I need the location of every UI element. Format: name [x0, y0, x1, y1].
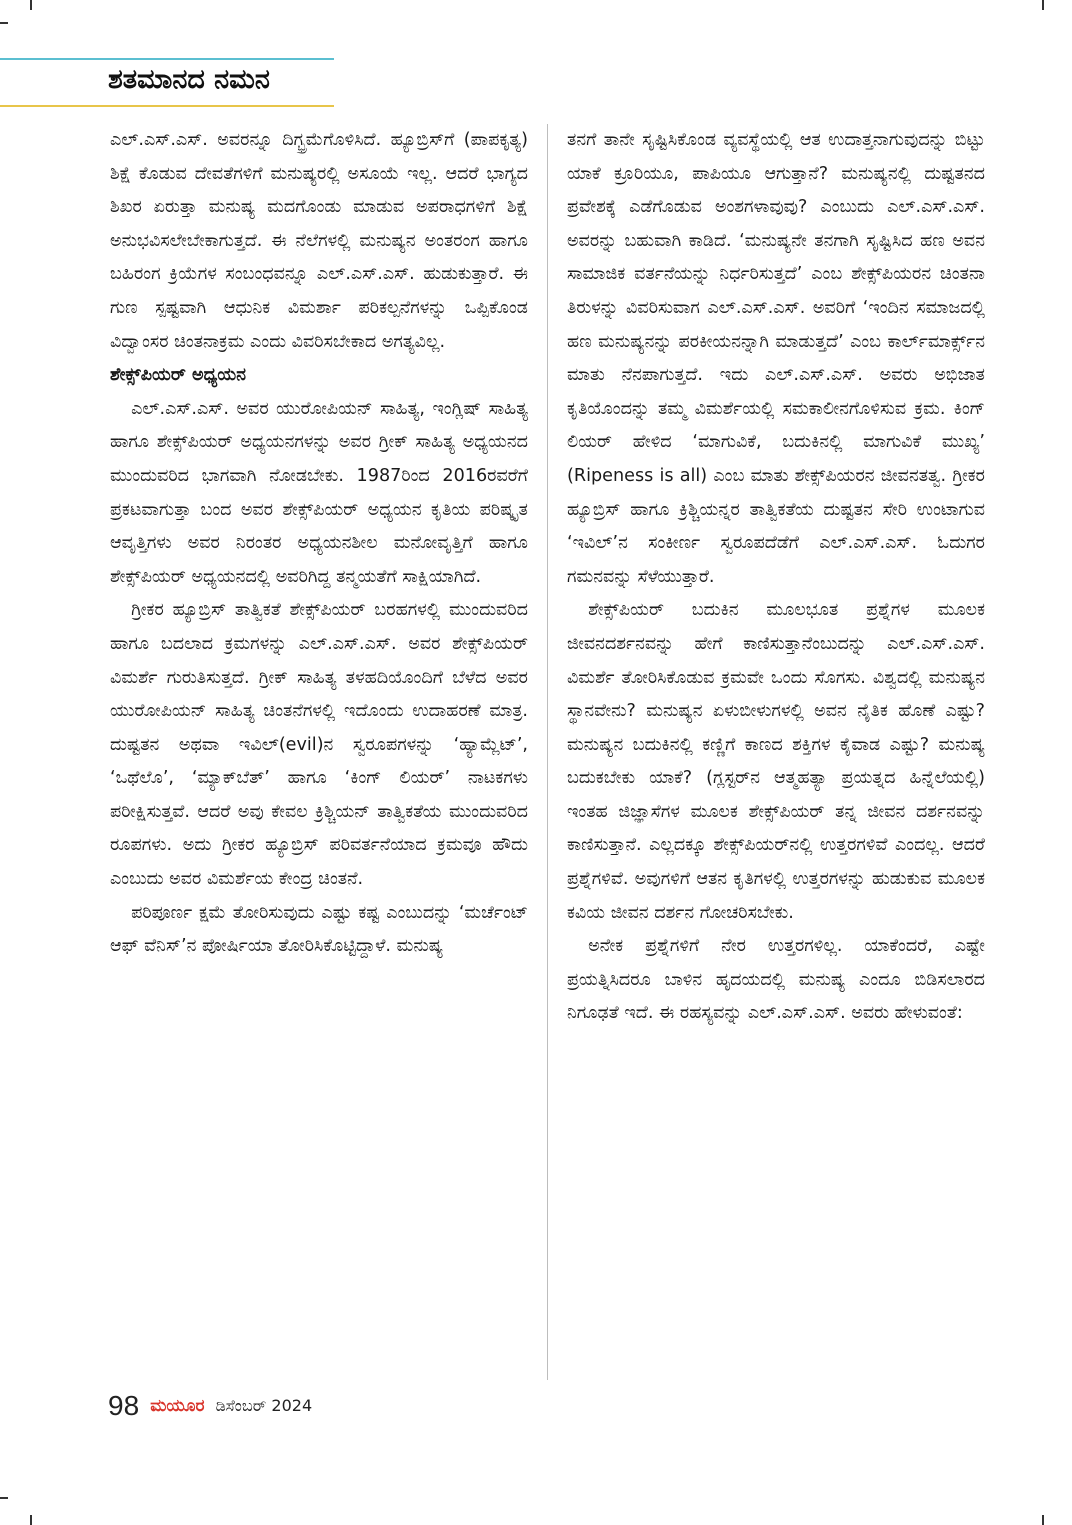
crop-mark	[1042, 1515, 1044, 1525]
subheading: ಶೇಕ್ಸ್‌ಪಿಯರ್ ಅಧ್ಯಯನ	[110, 365, 246, 386]
header-top-rule	[0, 58, 334, 60]
right-column	[567, 124, 985, 1384]
crop-mark	[1042, 0, 1044, 10]
section-title: ಶತಮಾನದ ನಮನ	[108, 64, 270, 95]
header-bottom-rule	[0, 105, 334, 107]
page-footer	[108, 1390, 312, 1430]
crop-mark	[0, 22, 8, 24]
paragraph: ಗ್ರೀಕರ ಹ್ಯೂಬ್ರಿಸ್ ತಾತ್ವಿಕತೆ ಶೇಕ್ಸ್‌ಪಿಯರ್ ಬರಹಗಳಲ್ಲಿ ಮುಂದುವರಿದ ಹಾಗೂ ಬದಲಾದ ಕ್ರಮಗಳನ್ನು ಎಲ್.ಎಸ್.ಎಸ್. ಅವರ ಶೇಕ್ಸ್‌ಪಿಯರ್ ವಿಮರ್ಶೆ ಗುರುತಿಸುತ್ತದೆ. ಗ್ರೀಕ್ ಸಾಹಿತ್ಯ ತಳಹದಿಯೊಂದಿಗೆ ಬೆಳೆದ ಅವರ ಯುರೋಪಿಯನ್ ಸಾಹಿತ್ಯ ಚಿಂತನೆಗಳಲ್ಲಿ ಇದೊಂದು ಉದಾಹರಣೆ ಮಾತ್ರ. ದುಷ್ಟತನ ಅಥವಾ ಇವಿಲ್(evil)ನ ಸ್ವರೂಪಗಳನ್ನು ‘ಹ್ಯಾಮ್ಲೆಟ್’, ‘ಒಥೆಲೊ’, ‘ಮ್ಯಾಕ್‌ಬೆತ್’ ಹಾಗೂ ‘ಕಿಂಗ್ ಲಿಯರ್’ ನಾಟಕಗಳು ಪರೀಕ್ಷಿಸುತ್ತವೆ. ಆದರೆ ಅವು ಕೇವಲ ಕ್ರಿಶ್ಚಿಯನ್ ತಾತ್ವಿಕತೆಯ ಮುಂದುವರಿದ ರೂಪಗಳು. ಅದು ಗ್ರೀಕರ ಹ್ಯೂಬ್ರಿಸ್ ಪರಿವರ್ತನೆಯಾದ ಕ್ರಮವೂ ಹೌದು ಎಂಬುದು ಅವರ ವಿಮರ್ಶೆಯ ಕೇಂದ್ರ ಚಿಂತನೆ.	[110, 600, 528, 890]
left-column	[110, 124, 528, 1384]
section-header	[0, 58, 334, 108]
page-number: 98	[108, 1390, 140, 1421]
crop-mark	[30, 0, 32, 10]
issue-date: ಡಿಸೆಂಬರ್ 2024	[215, 1396, 313, 1415]
paragraph: ಶೇಕ್ಸ್‌ಪಿಯರ್ ಬದುಕಿನ ಮೂಲಭೂತ ಪ್ರಶ್ನೆಗಳ ಮೂಲಕ ಜೀವನದರ್ಶನವನ್ನು ಹೇಗೆ ಕಾಣಿಸುತ್ತಾನೆಂಬುದನ್ನು ಎಲ್.ಎಸ್.ಎಸ್. ವಿಮರ್ಶೆ ತೋರಿಸಿಕೊಡುವ ಕ್ರಮವೇ ಒಂದು ಸೊಗಸು. ವಿಶ್ವದಲ್ಲಿ ಮನುಷ್ಯನ ಸ್ಥಾನವೇನು? ಮನುಷ್ಯನ ಏಳುಬೀಳುಗಳಲ್ಲಿ ಅವನ ನೈತಿಕ ಹೊಣೆ ಎಷ್ಟು? ಮನುಷ್ಯನ ಬದುಕಿನಲ್ಲಿ ಕಣ್ಣಿಗೆ ಕಾಣದ ಶಕ್ತಿಗಳ ಕೈವಾಡ ಎಷ್ಟು? ಮನುಷ್ಯ ಬದುಕಬೇಕು ಯಾಕೆ? (ಗ್ಲಸ್ಟರ್‌ನ ಆತ್ಮಹತ್ಯಾ ಪ್ರಯತ್ನದ ಹಿನ್ನೆಲೆಯಲ್ಲಿ) ಇಂತಹ ಜಿಜ್ಞಾಸೆಗಳ ಮೂಲಕ ಶೇಕ್ಸ್‌ಪಿಯರ್ ತನ್ನ ಜೀವನ ದರ್ಶನವನ್ನು ಕಾಣಿಸುತ್ತಾನೆ. ಎಲ್ಲದಕ್ಕೂ ಶೇಕ್ಸ್‌ಪಿಯರ್‌ನಲ್ಲಿ ಉತ್ತರಗಳಿವೆ ಎಂದಲ್ಲ. ಆದರೆ ಪ್ರಶ್ನೆಗಳಿವೆ. ಅವುಗಳಿಗೆ ಆತನ ಕೃತಿಗಳಲ್ಲಿ ಉತ್ತರಗಳನ್ನು ಹುಡುಕುವ ಮೂಲಕ ಕವಿಯ ಜೀವನ ದರ್ಶನ ಗೋಚರಿಸಬೇಕು.	[567, 600, 985, 923]
magazine-name: ಮಯೂರ	[150, 1396, 205, 1416]
paragraph: ಎಲ್.ಎಸ್.ಎಸ್. ಅವರ ಯುರೋಪಿಯನ್ ಸಾಹಿತ್ಯ, ಇಂಗ್ಲಿಷ್ ಸಾಹಿತ್ಯ ಹಾಗೂ ಶೇಕ್ಸ್‌ಪಿಯರ್ ಅಧ್ಯಯನಗಳನ್ನು ಅವರ ಗ್ರೀಕ್ ಸಾಹಿತ್ಯ ಅಧ್ಯಯನದ ಮುಂದುವರಿದ ಭಾಗವಾಗಿ ನೋಡಬೇಕು. 1987ರಿಂದ 2016ರವರೆಗೆ ಪ್ರಕಟವಾಗುತ್ತಾ ಬಂದ ಅವರ ಶೇಕ್ಸ್‌ಪಿಯರ್ ಅಧ್ಯಯನ ಕೃತಿಯ ಪರಿಷ್ಕೃತ ಆವೃತ್ತಿಗಳು ಅವರ ನಿರಂತರ ಅಧ್ಯಯನಶೀಲ ಮನೋವೃತ್ತಿಗೆ ಹಾಗೂ ಶೇಕ್ಸ್‌ಪಿಯರ್ ಅಧ್ಯಯನದಲ್ಲಿ ಅವರಿಗಿದ್ದ ತನ್ಮಯತೆಗೆ ಸಾಕ್ಷಿಯಾಗಿದೆ.	[110, 398, 528, 587]
paragraph: ಅನೇಕ ಪ್ರಶ್ನೆಗಳಿಗೆ ನೇರ ಉತ್ತರಗಳಿಲ್ಲ. ಯಾಕೆಂದರೆ, ಎಷ್ಟೇ ಪ್ರಯತ್ನಿಸಿದರೂ ಬಾಳಿನ ಹೃದಯದಲ್ಲಿ ಮನುಷ್ಯ ಎಂದೂ ಬಿಡಿಸಲಾರದ ನಿಗೂಢತೆ ಇದೆ. ಈ ರಹಸ್ಯವನ್ನು ಎಲ್.ಎಸ್.ಎಸ್. ಅವರು ಹೇಳುವಂತೆ:	[567, 936, 985, 1024]
paragraph: ತನಗೆ ತಾನೇ ಸೃಷ್ಟಿಸಿಕೊಂಡ ವ್ಯವಸ್ಥೆಯಲ್ಲಿ ಆತ ಉದಾತ್ತನಾಗುವುದನ್ನು ಬಿಟ್ಟು ಯಾಕೆ ಕ್ರೂರಿಯೂ, ಪಾಪಿಯೂ ಆಗುತ್ತಾನೆ? ಮನುಷ್ಯನಲ್ಲಿ ದುಷ್ಟತನದ ಪ್ರವೇಶಕ್ಕೆ ಎಡೆಗೊಡುವ ಅಂಶಗಳಾವುವು? ಎಂಬುದು ಎಲ್.ಎಸ್.ಎಸ್. ಅವರನ್ನು ಬಹುವಾಗಿ ಕಾಡಿದೆ. ‘ಮನುಷ್ಯನೇ ತನಗಾಗಿ ಸೃಷ್ಟಿಸಿದ ಹಣ ಅವನ ಸಾಮಾಜಿಕ ವರ್ತನೆಯನ್ನು ನಿರ್ಧರಿಸುತ್ತದೆ’ ಎಂಬ ಶೇಕ್ಸ್‌ಪಿಯರನ ಚಿಂತನಾ ತಿರುಳನ್ನು ವಿವರಿಸುವಾಗ ಎಲ್.ಎಸ್.ಎಸ್. ಅವರಿಗೆ ‘ಇಂದಿನ ಸಮಾಜದಲ್ಲಿ ಹಣ ಮನುಷ್ಯನನ್ನು ಪರಕೀಯನನ್ನಾಗಿ ಮಾಡುತ್ತದೆ’ ಎಂಬ ಕಾರ್ಲ್‌ಮಾರ್ಕ್ಸ್‌ನ ಮಾತು ನೆನಪಾಗುತ್ತದೆ. ಇದು ಎಲ್.ಎಸ್.ಎಸ್. ಅವರು ಅಭಿಜಾತ ಕೃತಿಯೊಂದನ್ನು ತಮ್ಮ ವಿಮರ್ಶೆಯಲ್ಲಿ ಸಮಕಾಲೀನಗೊಳಿಸುವ ಕ್ರಮ. ಕಿಂಗ್ ಲಿಯರ್ ಹೇಳಿದ ‘ಮಾಗುವಿಕೆ, ಬದುಕಿನಲ್ಲಿ ಮಾಗುವಿಕೆ ಮುಖ್ಯ’ (Ripeness is all) ಎಂಬ ಮಾತು ಶೇಕ್ಸ್‌ಪಿಯರನ ಜೀವನತತ್ವ. ಗ್ರೀಕರ ಹ್ಯೂಬ್ರಿಸ್ ಹಾಗೂ ಕ್ರಿಶ್ಚಿಯನ್ನರ ತಾತ್ವಿಕತೆಯ ದುಷ್ಟತನ ಸೇರಿ ಉಂಟಾಗುವ ‘ಇವಿಲ್’ನ ಸಂಕೀರ್ಣ ಸ್ವರೂಪದೆಡೆಗೆ ಎಲ್.ಎಸ್.ಎಸ್. ಓದುಗರ ಗಮನವನ್ನು ಸೆಳೆಯುತ್ತಾರೆ.	[567, 130, 985, 587]
column-divider	[547, 124, 548, 1380]
crop-mark	[30, 1515, 32, 1525]
paragraph: ಪರಿಪೂರ್ಣ ಕ್ಷಮೆ ತೋರಿಸುವುದು ಎಷ್ಟು ಕಷ್ಟ ಎಂಬುದನ್ನು ‘ಮರ್ಚೆಂಟ್ ಆಫ್ ವೆನಿಸ್’ನ ಪೋರ್ಷಿಯಾ ತೋರಿಸಿಕೊಟ್ಟಿದ್ದಾಳೆ. ಮನುಷ್ಯ	[110, 902, 528, 957]
paragraph: ಎಲ್.ಎಸ್.ಎಸ್. ಅವರನ್ನೂ ದಿಗ್ಭ್ರಮೆಗೊಳಿಸಿದೆ. ಹ್ಯೂಬ್ರಿಸ್‌ಗೆ (ಪಾಪಕೃತ್ಯ) ಶಿಕ್ಷೆ ಕೊಡುವ ದೇವತೆಗಳಿಗೆ ಮನುಷ್ಯರಲ್ಲಿ ಅಸೂಯೆ ಇಲ್ಲ. ಆದರೆ ಭಾಗ್ಯದ ಶಿಖರ ಏರುತ್ತಾ ಮನುಷ್ಯ ಮದಗೊಂಡು ಮಾಡುವ ಅಪರಾಧಗಳಿಗೆ ಶಿಕ್ಷೆ ಅನುಭವಿಸಲೇಬೇಕಾಗುತ್ತದೆ. ಈ ನೆಲೆಗಳಲ್ಲಿ ಮನುಷ್ಯನ ಅಂತರಂಗ ಹಾಗೂ ಬಹಿರಂಗ ಕ್ರಿಯೆಗಳ ಸಂಬಂಧವನ್ನೂ ಎಲ್.ಎಸ್.ಎಸ್. ಹುಡುಕುತ್ತಾರೆ. ಈ ಗುಣ ಸ್ಪಷ್ಟವಾಗಿ ಆಧುನಿಕ ವಿಮರ್ಶಾ ಪರಿಕಲ್ಪನೆಗಳನ್ನು ಒಪ್ಪಿಕೊಂಡ ವಿದ್ವಾಂಸರ ಚಿಂತನಾಕ್ರಮ ಎಂದು ವಿವರಿಸಬೇಕಾದ ಅಗತ್ಯವಿಲ್ಲ.	[110, 130, 528, 352]
crop-mark	[0, 1497, 8, 1499]
